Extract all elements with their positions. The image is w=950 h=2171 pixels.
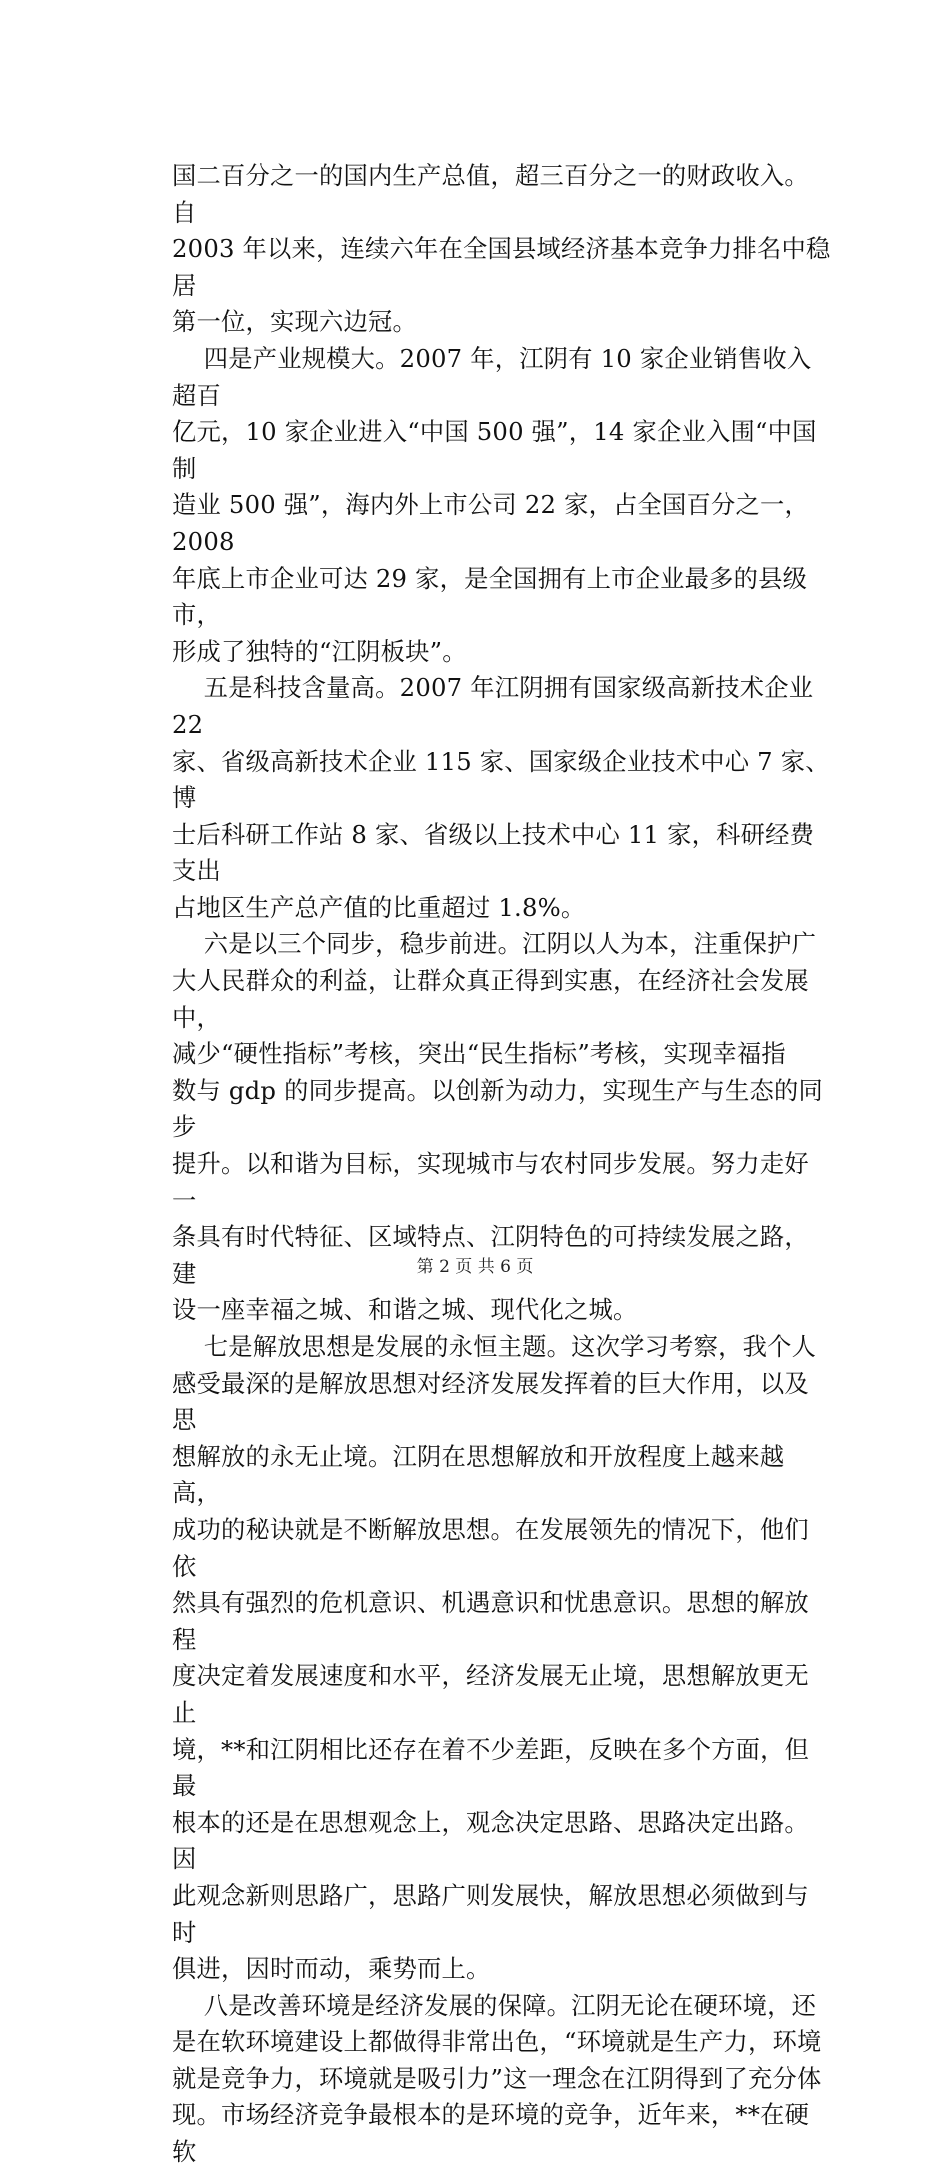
paragraph-three-synchronies: 六是以三个同步，稳步前进。江阴以人为本，注重保护广 大人民群众的利益，让群众真正得到实惠，在经济社会发展中， 减少“硬性指标”考核，突出“民生指标”考核，实现幸福指 数与 gdp 的同步提高。以创新为动力，实现生产与生态的同步 提升。以和谐为目标，实现城市与农村同步发展。努力走好一 条具有时代特征、区域特点、江阴特色的可持续发展之路，建 设一座幸福之城、和谐之城、现代化之城。 (172, 929, 824, 1325)
page-footer: 第 2 页 共 6 页 (416, 1257, 534, 1277)
paragraph-industry-scale: 四是产业规模大。2007 年，江阴有 10 家企业销售收入超百 亿元，10 家企业进入“中国 500 强”，14 家企业入围“中国制 造业 500 强”，海内外上市公司 22 家，占全国百分之一，2008 年底上市企业可达 29 家，是全国拥有上市企业最多的县级市， 形成了独特的“江阴板块”。 (172, 343, 817, 666)
paragraph-emancipate-thinking: 七是解放思想是发展的永恒主题。这次学习考察，我个人 感受最深的是解放思想对经济发展发挥着的巨大作用，以及思 想解放的永无止境。江阴在思想解放和开放程度上越来越高， 成功的秘诀就是不断解放思想。在发展领先的情况下，他们依 然具有强烈的危机意识、机遇意识和忧患意识。思想的解放程 度决定着发展速度和水平，经济发展无止境，思想解放更无止 境，**和江阴相比还存在着不少差距，反映在多个方面，但最 根本的还是在思想观念上，观念决定思路、思路决定出路。因 此观念新则思路广，思路广则发展快，解放思想必须做到与时 俱进，因时而动，乘势而上。 (172, 1332, 817, 1984)
document-body (172, 158, 832, 2171)
paragraph-environment: 八是改善环境是经济发展的保障。江阴无论在硬环境，还 是在软环境建设上都做得非常出色，“环境就是生产力，环境 就是竞争力，环境就是吸引力”这一理念在江阴得到了充分体 现。市场经济竞争最根本的是环境的竞争，近年来，**在硬软 (172, 1990, 822, 2167)
paragraph-continuation: 国二百分之一的国内生产总值，超三百分之一的财政收入。自 2003 年以来，连续六年在全国县域经济基本竞争力排名中稳居 第一位，实现六边冠。 (172, 161, 831, 337)
paragraph-technology: 五是科技含量高。2007 年江阴拥有国家级高新技术企业 22 家、省级高新技术企业 115 家、国家级企业技术中心 7 家、博 士后科研工作站 8 家、省级以上技术中心 11 家，科研经费支出 占地区生产总产值的比重超过 1.8%。 (172, 673, 830, 922)
